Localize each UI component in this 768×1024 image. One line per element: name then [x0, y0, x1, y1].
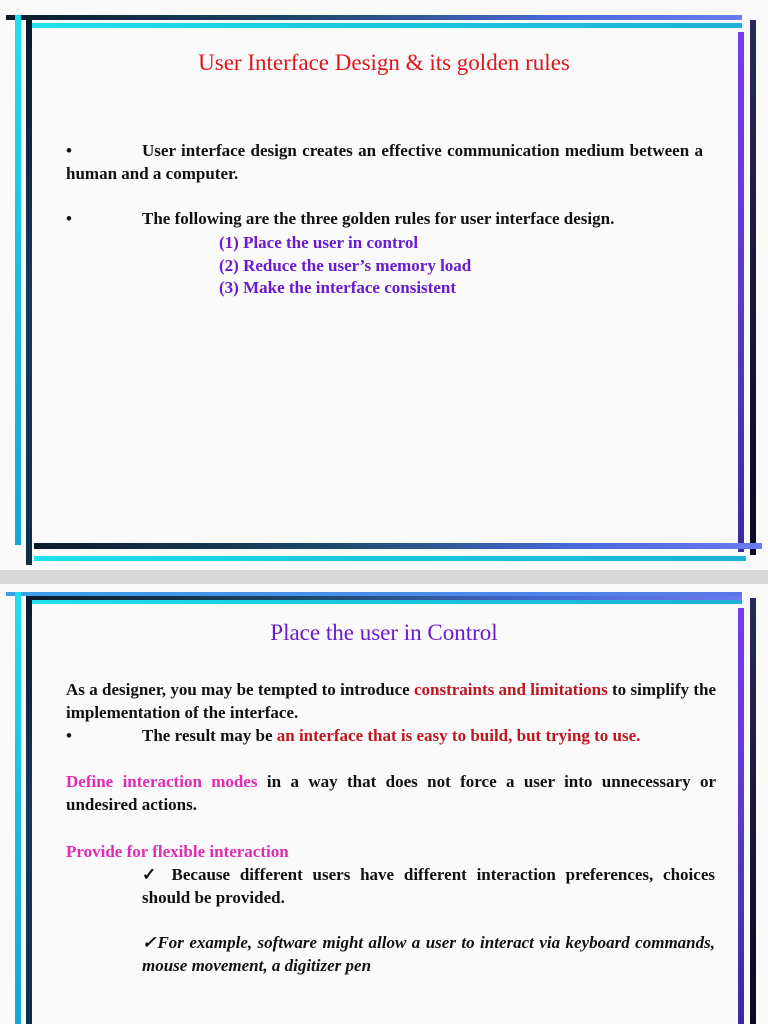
text: As a designer, you may be tempted to introduce [66, 680, 414, 699]
top-border-dark [6, 15, 742, 20]
slide-2 [0, 584, 768, 1024]
slide-title: User Interface Design & its golden rules [198, 50, 570, 75]
golden-rule-3: (3) Make the interface consistent [219, 278, 456, 297]
check-icon: ✓ [142, 865, 162, 884]
bullet-paragraph-1 [66, 139, 703, 185]
highlight-text: constraints and limitations [413, 680, 608, 699]
golden-rule-1: (1) Place the user in control [219, 233, 419, 252]
checked-item-example [142, 931, 715, 977]
right-border-dark [750, 20, 756, 555]
highlight-text: Define interaction modes [66, 772, 258, 791]
paragraph-interaction-modes [66, 770, 716, 816]
bullet-marker: • [66, 141, 72, 160]
heading-flexible-interaction [66, 840, 716, 863]
bullet-text: The following are the three golden rules for user interface design. [142, 209, 615, 228]
right-border-purple [738, 608, 744, 1024]
slide-title: Place the user in Control [270, 620, 498, 645]
bullet-paragraph-2 [66, 207, 703, 230]
left-border-dark [26, 20, 32, 565]
highlight-text: Provide for flexible interaction [66, 842, 289, 861]
bullet-result [66, 724, 716, 747]
golden-rule-2: (2) Reduce the user’s memory load [219, 256, 472, 275]
check-icon: ✓ [142, 933, 158, 952]
bottom-border-dark [34, 543, 762, 549]
left-border-dark [26, 598, 32, 1024]
text: Because different users have different interaction preferences, choices should be provided. [142, 865, 715, 907]
bullet-marker: • [66, 209, 72, 228]
checked-item-preferences [142, 863, 715, 909]
bullet-marker: • [66, 726, 72, 745]
text: in a way that does not force a user into unnecessary or undesired actions. [66, 772, 716, 814]
text: to simplify the implementation of the interface. [66, 680, 716, 722]
text: The result may be [142, 726, 277, 745]
bottom-border-cyan [34, 556, 746, 561]
left-border-cyan [15, 592, 21, 1024]
top-border-cyan [32, 23, 742, 28]
bullet-text: User interface design creates an effective communication medium between a human and a computer. [66, 141, 703, 183]
left-border-cyan [15, 15, 21, 545]
highlight-text: an interface that is easy to build, but trying to use. [276, 726, 641, 745]
right-border-dark [750, 598, 756, 1024]
right-border-purple [738, 32, 744, 552]
text: For example, software might allow a user to interact via keyboard commands, mouse movement, a digitizer pen [142, 933, 715, 975]
top-border-cyan [26, 600, 742, 604]
paragraph-constraints [66, 678, 716, 724]
